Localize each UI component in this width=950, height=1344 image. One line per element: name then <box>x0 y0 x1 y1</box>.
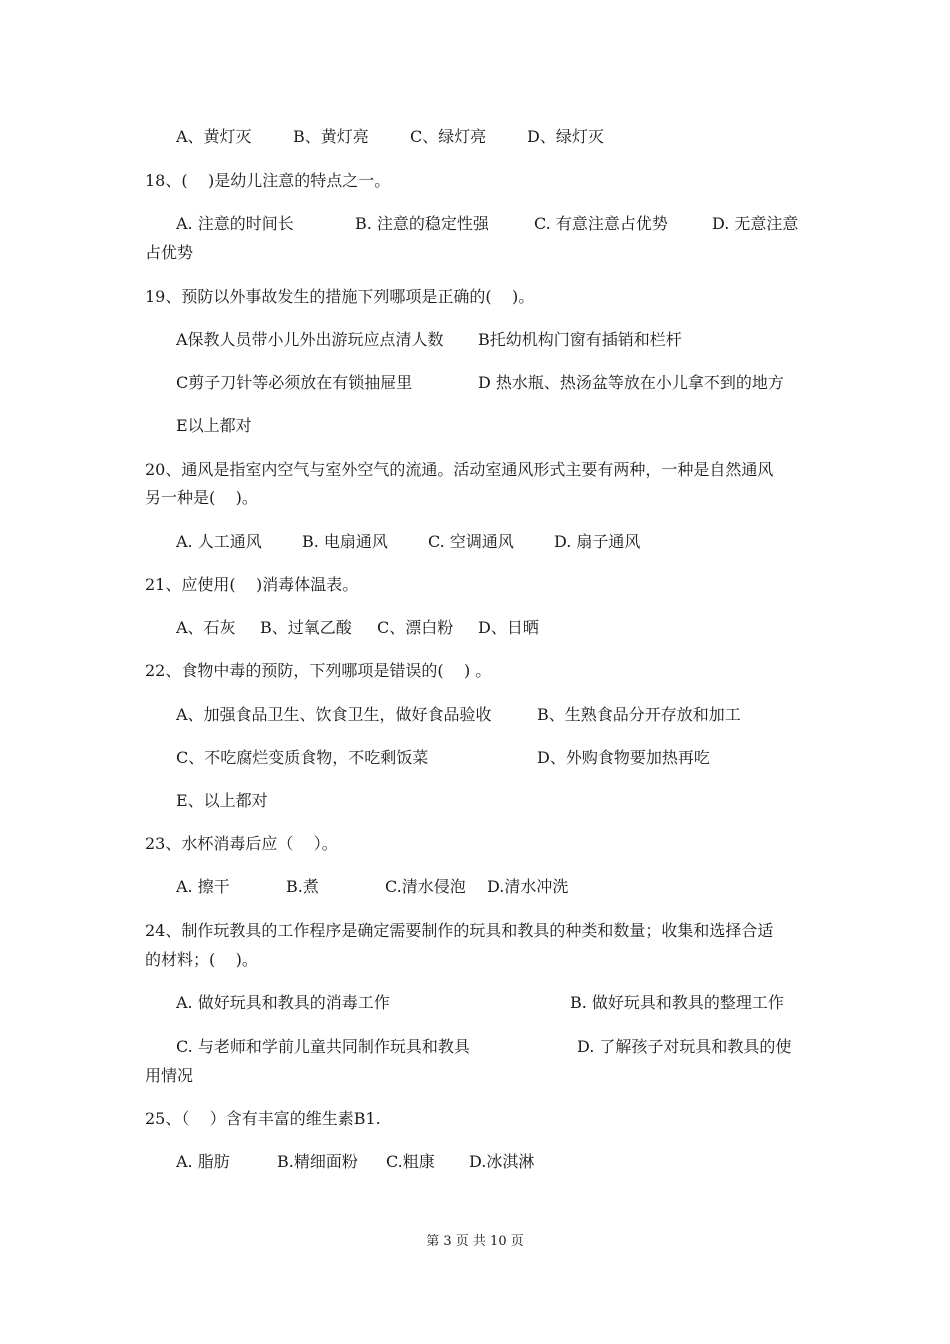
q19-option-d: D 热水瓶、热汤盆等放在小儿拿不到的地方 <box>478 373 784 392</box>
q20-stem-line2: 另一种是( )。 <box>145 488 258 507</box>
q20-option-d: D. 扇子通风 <box>554 532 641 551</box>
q22-option-e: E、以上都对 <box>176 791 268 810</box>
q17-option-b: B、黄灯亮 <box>293 127 369 146</box>
q25-option-c: C.粗康 <box>386 1152 435 1171</box>
q22-option-a: A、加强食品卫生、饮食卫生，做好食品验收 <box>176 705 492 724</box>
q23-option-c: C.清水侵泡 <box>385 877 466 896</box>
q21-stem: 21、应使用( )消毒体温表。 <box>145 575 359 594</box>
q22-option-b: B、生熟食品分开存放和加工 <box>537 705 741 724</box>
q17-option-a: A、黄灯灭 <box>176 127 252 146</box>
q24-option-a: A. 做好玩具和教具的消毒工作 <box>176 993 390 1012</box>
q21-option-c: C、漂白粉 <box>377 618 454 637</box>
q18-stem: 18、( )是幼儿注意的特点之一。 <box>145 171 391 190</box>
q24-stem-line2: 的材料；( )。 <box>145 950 258 969</box>
q23-option-b: B.煮 <box>286 877 319 896</box>
q19-option-a: A保教人员带小儿外出游玩应点清人数 <box>176 330 444 349</box>
q22-stem: 22、食物中毒的预防，下列哪项是错误的( ) 。 <box>145 661 492 680</box>
q25-option-d: D.冰淇淋 <box>469 1152 535 1171</box>
q19-option-c: C剪子刀针等必须放在有锁抽屉里 <box>176 373 413 392</box>
q18-option-d: D. 无意注意 <box>712 214 799 233</box>
q21-option-a: A、石灰 <box>176 618 236 637</box>
q24-option-c: C. 与老师和学前儿童共同制作玩具和教具 <box>176 1037 470 1056</box>
q25-option-a: A. 脂肪 <box>176 1152 230 1171</box>
page-footer: 第 3 页 共 10 页 <box>426 1234 524 1249</box>
q24-option-d: D. 了解孩子对玩具和教具的使 <box>577 1037 792 1056</box>
q22-option-d: D、外购食物要加热再吃 <box>537 748 710 767</box>
q25-stem: 25、（ ）含有丰富的维生素B1. <box>145 1109 381 1128</box>
q19-option-e: E以上都对 <box>176 416 252 435</box>
q20-option-c: C. 空调通风 <box>428 532 514 551</box>
q25-option-b: B.精细面粉 <box>277 1152 358 1171</box>
q18-option-c: C. 有意注意占优势 <box>534 214 668 233</box>
q23-option-a: A. 擦干 <box>176 877 230 896</box>
q18-option-b: B. 注意的稳定性强 <box>355 214 489 233</box>
q24-option-b: B. 做好玩具和教具的整理工作 <box>570 993 784 1012</box>
q19-option-b: B托幼机构门窗有插销和栏杆 <box>478 330 682 349</box>
q19-stem: 19、预防以外事故发生的措施下列哪项是正确的( )。 <box>145 287 535 306</box>
q23-stem: 23、水杯消毒后应（ ）。 <box>145 834 338 853</box>
q18-option-d-wrap: 占优势 <box>145 243 194 262</box>
q20-option-b: B. 电扇通风 <box>302 532 388 551</box>
q21-option-b: B、过氧乙酸 <box>260 618 352 637</box>
q22-option-c: C、不吃腐烂变质食物，不吃剩饭菜 <box>176 748 429 767</box>
q18-option-a: A. 注意的时间长 <box>176 214 294 233</box>
q24-stem-line1: 24、制作玩教具的工作程序是确定需要制作的玩具和教具的种类和数量；收集和选择合适 <box>145 921 774 940</box>
q17-option-d: D、绿灯灭 <box>527 127 604 146</box>
q23-option-d: D.清水冲洗 <box>487 877 569 896</box>
q17-option-c: C、绿灯亮 <box>410 127 487 146</box>
q20-stem-line1: 20、通风是指室内空气与室外空气的流通。活动室通风形式主要有两种，一种是自然通风 <box>145 460 774 479</box>
q24-option-d-wrap: 用情况 <box>145 1066 194 1085</box>
q21-option-d: D、日晒 <box>478 618 539 637</box>
q20-option-a: A. 人工通风 <box>176 532 262 551</box>
